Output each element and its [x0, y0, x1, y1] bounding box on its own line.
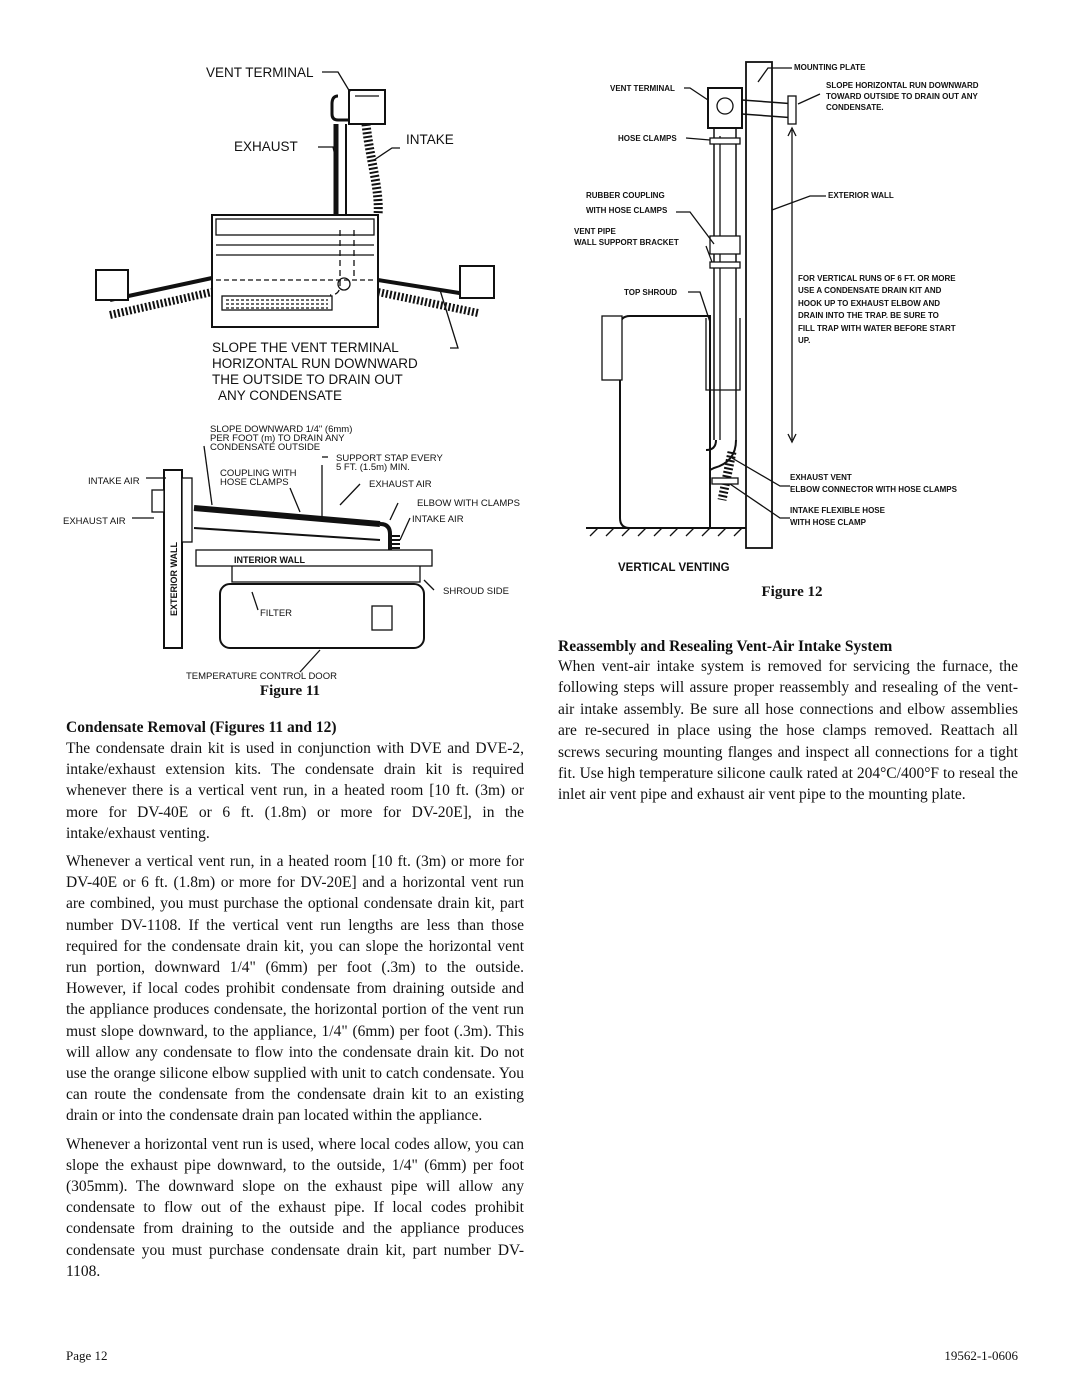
fig11-exhaust-air-left-label: EXHAUST AIR	[63, 516, 126, 527]
condensate-paragraph-2: Whenever a vertical vent run, in a heated room [10 ft. (3m) or more for DV-40E or 6 ft. (1.8m) or more for DV-20E] and a horizontal vent run are combined, you must purchase the optional condensate drain kit, part number DV-1108. If the vertical vent run lengths are less than those required for the condensate drain kit, you can slope the horizontal vent run portion, downward 1/4" (6mm) per foot (.3m) to the outside. However, if local codes prohibit condensate from draining outside and the appliance produces condensate, the horizontal portion of the vent run must slope downward, to the appliance, 1/4" (6mm) per foot (.3m). This will allow any condensate to flow into the condensate drain kit. Do not use the orange silicone elbow supplied with unit to catch condensate. You can route the condensate from the condensate drain kit to an existing drain or into the condensate drain pan located within the appliance.	[66, 853, 524, 1125]
left-column	[66, 719, 524, 1282]
figure-12-diagram	[540, 0, 1080, 580]
fig12-rubber-coupling-line1: RUBBER COUPLING	[586, 191, 665, 200]
condensate-paragraph-1: The condensate drain kit is used in conjunction with DVE and DVE-2, intake/exhaust extension kits. The condensate drain kit is required whenever there is a vertical vent run, in a heated room [10 ft. (3m) or more for DV-40E or 6 ft. (1.8m) or more for DV-20E], in the intake/exhaust venting.	[66, 740, 524, 842]
fig12-slope-note-line1: SLOPE HORIZONTAL RUN DOWNWARD	[826, 81, 979, 90]
fig12-mounting-plate-label: MOUNTING PLATE	[794, 63, 866, 72]
fig11-shroud-side-label: SHROUD SIDE	[443, 586, 509, 597]
right-column	[558, 638, 1018, 806]
document-number: 19562-1-0606	[944, 1348, 1018, 1363]
fig11-exterior-wall-label: EXTERIOR WALL	[169, 542, 179, 616]
fig12-rubber-coupling-line2: WITH HOSE CLAMPS	[586, 206, 668, 215]
fig11-slope-downward-line2: PER FOOT (m) TO DRAIN ANY	[210, 433, 345, 444]
fig12-vertical-note-line6: UP.	[798, 336, 811, 345]
fig11-temperature-door-label: TEMPERATURE CONTROL DOOR	[186, 671, 337, 682]
fig11-slope-note-line1: SLOPE THE VENT TERMINAL	[212, 340, 399, 355]
fig11-slope-downward-line1: SLOPE DOWNWARD 1/4" (6mm)	[210, 424, 353, 435]
fig12-exterior-wall-label: EXTERIOR WALL	[828, 191, 894, 200]
fig11-slope-note-line4: ANY CONDENSATE	[218, 388, 343, 403]
fig12-vertical-note-line4: DRAIN INTO THE TRAP. BE SURE TO	[798, 311, 939, 320]
fig11-slope-note-line2: HORIZONTAL RUN DOWNWARD	[212, 356, 418, 371]
reassembly-heading: Reassembly and Resealing Vent-Air Intake System	[558, 638, 893, 655]
fig12-vertical-note-line5: FILL TRAP WITH WATER BEFORE START	[798, 324, 956, 333]
fig12-vent-terminal-label: VENT TERMINAL	[610, 84, 675, 93]
fig12-vertical-note-line2: USE A CONDENSATE DRAIN KIT AND	[798, 286, 942, 295]
fig12-elbow-connector-label: ELBOW CONNECTOR WITH HOSE CLAMPS	[790, 485, 957, 494]
fig11-support-strap-line2: 5 FT. (1.5m) MIN.	[336, 462, 410, 473]
fig12-intake-flexible-line1: INTAKE FLEXIBLE HOSE	[790, 506, 885, 515]
fig11-coupling-line2: HOSE CLAMPS	[220, 477, 289, 488]
fig11-interior-wall-label: INTERIOR WALL	[234, 555, 305, 565]
condensate-heading: Condensate Removal (Figures 11 and 12)	[66, 719, 337, 736]
fig11-intake-air-left-label: INTAKE AIR	[88, 476, 140, 487]
figure-11-caption: Figure 11	[259, 683, 321, 699]
fig11-filter-label: FILTER	[260, 608, 293, 619]
reassembly-paragraph: When vent-air intake system is removed for servicing the furnace, the following steps will assure proper reassembly and resealing of the vent-air intake assembly. Be sure all hose connections and elbow assemblies are re-secured in place using the hose clamps removed. Reattach all screws securing mounting flanges and inspect all connections for a tight fit. Use high temperature silicone caulk rated at 204°C/400°F to reseal the inlet air vent pipe and exhaust air vent pipe to the mounting plate.	[558, 658, 1018, 804]
fig12-slope-note-line2: TOWARD OUTSIDE TO DRAIN OUT ANY	[826, 92, 978, 101]
fig11-slope-downward-line3: CONDENSATE OUTSIDE	[210, 442, 321, 453]
fig12-intake-flexible-line2: WITH HOSE CLAMP	[790, 518, 866, 527]
fig11-intake-label: INTAKE	[406, 132, 454, 147]
condensate-paragraph-3: Whenever a horizontal vent run is used, where local codes allow, you can slope the exhaust pipe downward, to the outside, 1/4" (6mm) per foot (305mm). The downward slope on the exhaust pipe will allow any condensate to flow out of the exhaust pipe. If local codes prohibit condensate from draining to the outside and the appliance produces condensate you must purchase condensate drain kit, part number DV-1108.	[66, 1135, 524, 1280]
fig12-vent-pipe-line2: WALL SUPPORT BRACKET	[574, 238, 679, 247]
figure-12-caption: Figure 12	[761, 584, 823, 600]
fig11-support-strap-line1: SUPPORT STAP EVERY	[336, 453, 443, 464]
fig12-slope-note-line3: CONDENSATE.	[826, 103, 884, 112]
fig12-vertical-venting-label: VERTICAL VENTING	[618, 562, 730, 574]
page-number: Page 12	[66, 1348, 108, 1363]
fig12-top-shroud-label: TOP SHROUD	[624, 288, 678, 297]
fig12-hose-clamps-label: HOSE CLAMPS	[618, 134, 677, 143]
fig11-slope-note-line3: THE OUTSIDE TO DRAIN OUT	[212, 372, 403, 387]
fig11-elbow-label: ELBOW WITH CLAMPS	[417, 498, 520, 509]
figure-11-diagram	[0, 0, 540, 700]
fig12-vertical-note-line1: FOR VERTICAL RUNS OF 6 FT. OR MORE	[798, 274, 956, 283]
fig12-exhaust-vent-label: EXHAUST VENT	[790, 473, 852, 482]
fig12-vent-pipe-line1: VENT PIPE	[574, 227, 616, 236]
fig11-exhaust-label: EXHAUST	[234, 139, 298, 154]
fig12-vertical-note-line3: HOOK UP TO EXHAUST ELBOW AND	[798, 299, 941, 308]
fig11-coupling-line1: COUPLING WITH	[220, 468, 297, 479]
fig11-vent-terminal-label: VENT TERMINAL	[206, 65, 314, 80]
fig11-intake-air-right-label: INTAKE AIR	[412, 514, 464, 525]
fig11-exhaust-air-right-label: EXHAUST AIR	[369, 479, 432, 490]
